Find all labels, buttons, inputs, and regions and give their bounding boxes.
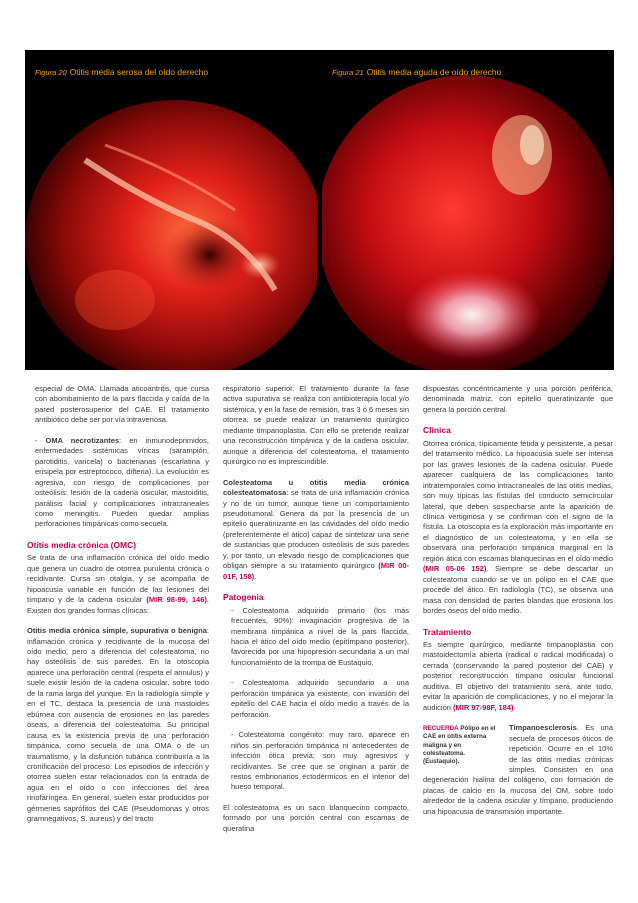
ear-endoscopy-image-20 [25, 50, 317, 370]
paragraph: - Colesteatoma adquirido primario (los más frecuentes, 90%): invaginación progresiva de la membrana timpánica a nivel de la pars flaccida, hacia el ático del oído medio (epitímpano posterior), favorecida por una hipopresión secundaria a un mal funcionamiento de la trompa de Eustaquio. [231, 605, 409, 667]
paragraph: dispuestas concéntricamente y una porción periférica, denominada matriz, con epitelio queratinizante que genera la porción central. [423, 384, 613, 414]
term-omc-simple: Otitis media crónica simple, supurativa o benigna [27, 626, 207, 636]
paragraph-text: : en inmunodeprimidos, enfermedades sistémicas víricas (sarampión, parotiditis, varicela) o bacterianas (escarlatina y erisipela por estreptococo, difteria). La evolución es agresiva, con riesgo de complicaciones por osteólisis: lesión de la cadena osicular, mastoiditis, parálisis facial y complicaciones intracraneales como meningitis. Pueden quedar amplias perforaciones timpánicas como secuela. [35, 435, 209, 529]
figure-21 [322, 50, 614, 370]
paragraph-text: : inflamación crónica y recidivante de la mucosa del oído medio, pero a diferencia del colesteatoma, no hay osteólisis de sus paredes. En la otoscopia aparece una perforación central (respeta el annulus) y suele existir lesión de la cadena osicular, sobre todo de la rama larga del yunque. En la radiología simple y en el TC, destaca la presencia de una mastoides ebúrnea con ausencia de erosiones en las paredes óseas, a diferencia del colesteatoma. Su principal causa es la existencia previa de una perforación timpánica, como secuela de una OMA o de un traumatismo, y la disfunción tubárica contribuiría a la cronificación del proceso. Los episodios de infección y otorrea suelen estar relacionados con la entrada de agua en el oído o con infecciones del área rinofaríngea. En general, suelen estar producidos por gérmenes saprófitos del CAE (Pseudomonas y otros gramnegativos, S. aureus) y del tracto [27, 626, 209, 824]
figure-21-caption [332, 67, 501, 77]
paragraph: - Colesteatoma congénito: muy raro, aparece en niños sin perforación timpánica ni antecedentes de infección ótica previa; son muy agresivos y recidivantes. Se cree que se originan a partir de restos embrionarios ectodérmicos en el interior del hueso temporal. [231, 730, 409, 792]
figures-strip [25, 50, 614, 370]
mir-reference: (MIR 98-99, 146) [146, 595, 207, 605]
mir-reference: (MIR 05-06 152) [423, 564, 487, 574]
paragraph-text: . Existen dos grandes formas clínicas: [27, 595, 209, 615]
figure-20-caption [35, 67, 208, 77]
section-heading: Patogenia [223, 592, 264, 603]
recuerda-box [423, 725, 501, 766]
paragraph-text: . Siempre se debe descartar un colesteatoma cuando se ve un pólipo en el CAE que procede del ático. En radiología (TC), se observa una masa con densidad de partes blandas que erosiona los bordes óseos del oído medio. [423, 564, 613, 616]
paragraph-text: Se trata de una inflamación crónica del oído medio que genera un cuadro de otorrea purulenta crónica o recidivante. Cursa sin otalgia, y se acompaña de hipoacusia variable en función de las lesiones del tímpano y de la cadena osicular [27, 553, 209, 605]
text-column-3 [423, 384, 613, 819]
recuerda-text: Pólipo en el CAE en otitis externa maligna y en colesteatoma. (Eustaquio). [423, 725, 496, 765]
paragraph-text: Otorrea crónica, típicamente fétida y persistente, a pesar del tratamiento médico. La hipoacusia suele ser intensa por las graves lesiones de la cadena osicular. Puede aparecer cualquiera de las complicaciones tanto intratemporales como intracraneales de las otitis medias, son muy típicas las fístulas del conducto semicircular lateral, que deben sospecharse ante la aparición de clínica vertiginosa y se confirman con el signo de la fístula. La otoscopia es la exploración más importante en el diagnóstico de un colesteatoma, y en ella se observará una perforación timpánica marginal en la región ática con escamas blanquecinas en el oído medio [423, 438, 613, 563]
section-heading: Clínica [423, 425, 451, 436]
paragraph: - Colesteatoma adquirido secundario a una perforación timpánica ya existente, con invasión del epitelio del CAE hacia el oído medio a través de la perforación. [231, 678, 409, 719]
section-heading: Tratamiento [423, 626, 472, 637]
figure-20-number: Figura 20 [35, 68, 67, 77]
paragraph: especial de OMA. Llamada aticoantritis, que cursa con abombamiento de la pars flaccida y caída de la pared posterosuperior del CAE. El tratamiento antibiótico debe ser por vía intravenosa. [35, 384, 209, 425]
figure-20 [25, 50, 317, 370]
paragraph: El colesteatoma es un saco blanquecino compacto, formado por una porción central con escamas de queratina [223, 802, 409, 833]
paragraph-text: . Es una secuela de procesos óticos de repetición. Ocurre en el 10% de las otitis medias crónicas simples. Consisten en una degeneración hialina del colágeno, con formación de placas de calcio en la mucosa del OM, sobre todo alrededor de la cadena osicular y tímpano, produciendo una hipoacusia de transmisión importante. [423, 723, 613, 816]
paragraph [27, 626, 209, 825]
paragraph-text: Es siempre quirúrgico, mediante timpanoplastia con mastoidectomía abierta (radical o radical modificada) o cerrada (conservando la pared posterior del CAE) y posterior reconstrucción tímpano osicular funcional auditiva. El objetivo del tratamiento será, ante todo, evitar la aparición de complicaciones, y no el mejorar la audición [423, 639, 613, 712]
paragraph: Es siempre quirúrgico, mediante timpanoplastia con mastoidectomía abierta (radical o radical modificada) o cerrada (conservando la pared posterior del CAE) y posterior reconstrucción tímpano osicular funcional auditiva. El objetivo del tratamiento será, ante todo, evitar la aparición de complicaciones, y no el mejorar la audición (MIR 97-98F, 184). [423, 639, 613, 712]
paragraph [423, 723, 613, 817]
paragraph: respiratorio superior. El tratamiento durante la fase activa supurativa se realiza con antibioterapia local y/o sistémica, y en la fase de remisión, tras 3 ó 6 meses sin otorrea, se puede realizar un tratamiento quirúrgico mediante timpanoplastia. Con ello se pretende realizar una reconstrucción timpánica y de la cadena osicular, aunque a diferencia del colesteatoma, el tratamiento quirúrgico no es imprescindible. [223, 384, 409, 467]
paragraph: - OMA necrotizantes: en inmunodeprimidos, enfermedades sistémicas víricas (sarampión, parotiditis, varicela) o bacterianas (escarlatina y erisipela por estreptococo, difteria). La evolución es agresiva, con riesgo de complicaciones por osteólisis: lesión de la cadena osicular, mastoiditis, parálisis facial y complicaciones intracraneales como meningitis. Pueden quedar amplias perforaciones timpánicas como secuela. [35, 435, 209, 529]
figure-21-title: Otitis media aguda de oído derecho [366, 67, 502, 77]
recuerda-label: RECUERDA [423, 725, 459, 733]
text-column-2 [223, 384, 409, 836]
paragraph: Colesteatoma u otitis media crónica colesteatomatosa: se trata de una inflamación crónica y no de un tumor, aunque tiene un comportamiento pseudotumoral. Genera da por la presencia de un epitelio queratinizante en las cavidades del oído medio (preferentemente el ático) capaz de sintetizar una serie de sustancias que producen osteólisis de sus paredes y, por tanto, un elevado riesgo de complicaciones que obligan siempre a su tratamiento quirúrgico (MIR 00-01F, 158). [223, 477, 410, 581]
paragraph [423, 439, 613, 617]
term-timpanoesclerosis: Timpanoesclerosis [509, 723, 577, 733]
paragraph-text: : se trata de una inflamación crónica y no de un tumor, aunque tiene un comportamiento pseudotumoral. Genera da por la presencia de un epitelio queratinizante en las cavidades del oído medio (preferentemente el ático) capaz de sintetizar una serie de sustancias que producen osteólisis de sus paredes y, por tanto, un elevado riesgo de complicaciones que obligan siempre a su tratamiento quirúrgico [223, 488, 409, 571]
text-column-1 [27, 384, 209, 827]
mir-reference: (MIR 97-98F, 184) [453, 702, 514, 712]
section-heading: Otitis media crónica (OMC) [27, 539, 137, 550]
term-oma-necrotizantes: OMA necrotizantes [45, 435, 120, 445]
mir-reference: (MIR 00-01F, 158) [223, 561, 410, 581]
paragraph [27, 553, 209, 616]
term-colesteatoma: Colesteatoma u otitis media crónica colesteatomatosa [223, 477, 409, 498]
figure-21-number: Figura 21 [332, 68, 364, 77]
figure-20-title: Otitis media serosa del oído derecho [69, 67, 209, 77]
ear-endoscopy-image-21 [322, 50, 614, 370]
